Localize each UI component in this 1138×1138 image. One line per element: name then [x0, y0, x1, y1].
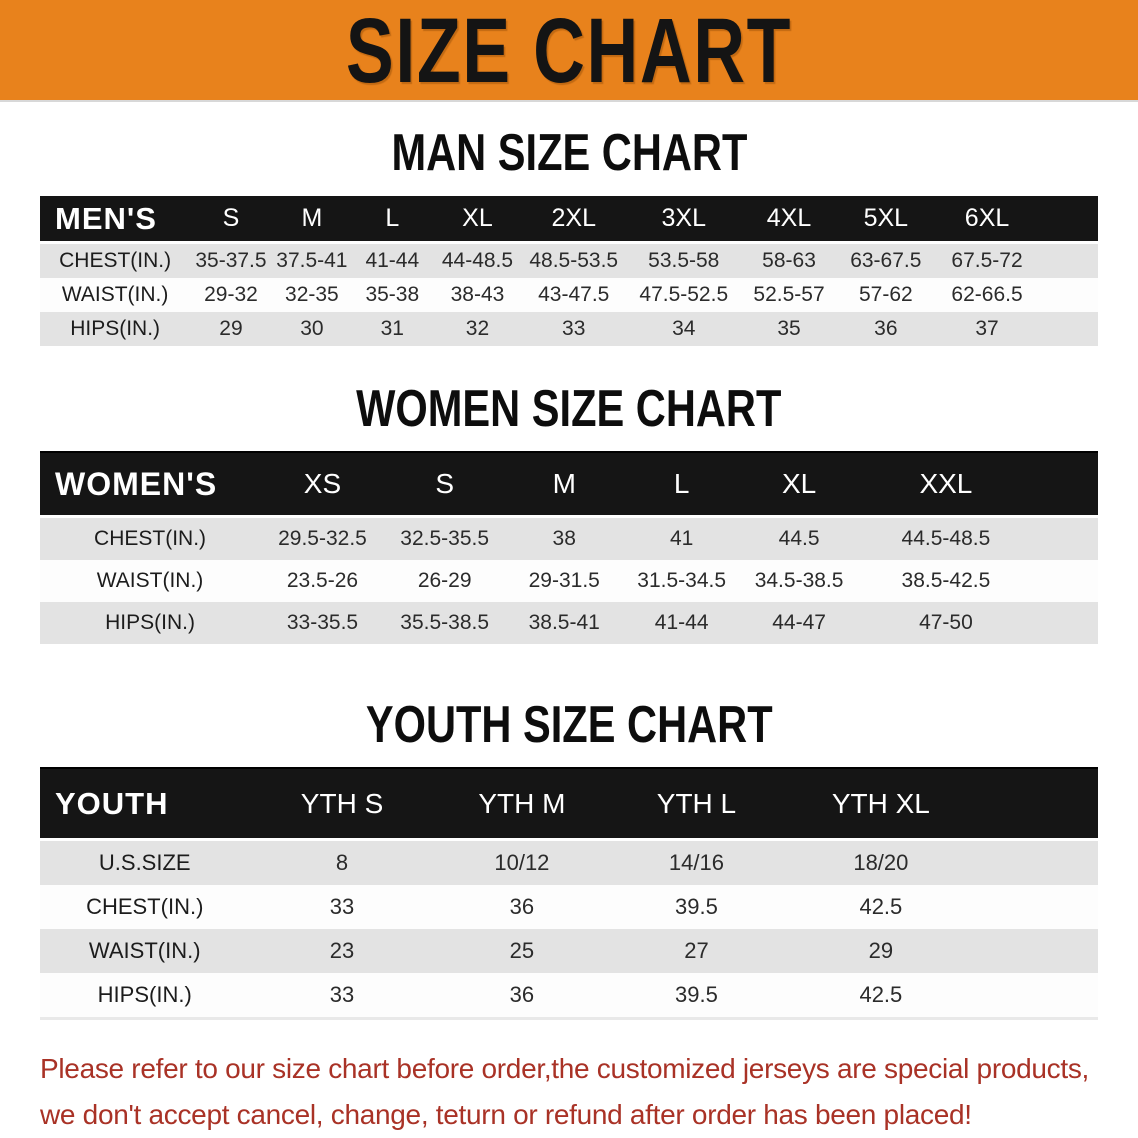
size-value: 41 — [624, 518, 739, 560]
size-value: 32 — [433, 312, 523, 346]
size-value: 62-66.5 — [936, 278, 1098, 312]
disclaimer — [40, 1046, 1118, 1138]
row-label: U.S.SIZE — [40, 841, 249, 885]
size-column-header: 3XL — [625, 196, 742, 244]
size-column-header: YTH S — [249, 767, 434, 841]
size-value: 29-31.5 — [504, 560, 624, 602]
size-column-header: M — [272, 196, 352, 244]
size-value: 58-63 — [742, 244, 835, 278]
men-size-table — [40, 196, 1098, 346]
measurement-row — [40, 312, 1098, 346]
size-column-header: YTH L — [609, 767, 784, 841]
measurement-row — [40, 973, 1098, 1020]
size-value: 10/12 — [435, 841, 610, 885]
size-value: 41-44 — [352, 244, 432, 278]
measurement-row — [40, 244, 1098, 278]
size-value: 35-37.5 — [190, 244, 271, 278]
size-value: 36 — [435, 973, 610, 1020]
row-label: WAIST(IN.) — [40, 278, 190, 312]
size-value: 33-35.5 — [260, 602, 385, 644]
size-value: 33 — [522, 312, 625, 346]
table-group-label: MEN'S — [40, 196, 190, 244]
size-value: 44-48.5 — [433, 244, 523, 278]
size-value: 44.5-48.5 — [859, 518, 1098, 560]
banner-title: SIZE CHART — [345, 0, 793, 102]
size-column-header: L — [624, 451, 739, 518]
size-value: 57-62 — [836, 278, 937, 312]
size-value: 44.5 — [739, 518, 859, 560]
row-label: HIPS(IN.) — [40, 602, 260, 644]
youth-size-table — [40, 767, 1098, 1020]
size-value: 25 — [435, 929, 610, 973]
youth-size-chart-heading: YOUTH SIZE CHART — [365, 696, 773, 754]
size-value: 47.5-52.5 — [625, 278, 742, 312]
size-value: 38.5-41 — [504, 602, 624, 644]
size-value: 36 — [435, 885, 610, 929]
size-value: 14/16 — [609, 841, 784, 885]
size-header-row — [40, 196, 1098, 244]
section-youth — [0, 698, 1138, 1020]
disclaimer-line-1: Please refer to our size chart before order,the customized jerseys are special products, — [40, 1053, 1090, 1084]
size-value: 30 — [272, 312, 352, 346]
man-size-chart-heading: MAN SIZE CHART — [391, 124, 747, 182]
size-value: 39.5 — [609, 973, 784, 1020]
size-value: 32-35 — [272, 278, 352, 312]
size-column-header: 5XL — [836, 196, 937, 244]
measurement-row — [40, 885, 1098, 929]
size-value: 29.5-32.5 — [260, 518, 385, 560]
size-value: 53.5-58 — [625, 244, 742, 278]
size-value: 31.5-34.5 — [624, 560, 739, 602]
women-size-table — [40, 451, 1098, 644]
size-header-row — [40, 451, 1098, 518]
size-value: 29-32 — [190, 278, 271, 312]
size-value: 29 — [784, 929, 1098, 973]
size-value: 35-38 — [352, 278, 432, 312]
row-label: HIPS(IN.) — [40, 973, 249, 1020]
size-value: 37 — [936, 312, 1098, 346]
table-group-label: YOUTH — [40, 767, 249, 841]
size-value: 38.5-42.5 — [859, 560, 1098, 602]
size-value: 29 — [190, 312, 271, 346]
size-column-header: 2XL — [522, 196, 625, 244]
size-value: 38 — [504, 518, 624, 560]
size-value: 67.5-72 — [936, 244, 1098, 278]
measurement-row — [40, 278, 1098, 312]
size-value: 35 — [742, 312, 835, 346]
table-group-label: WOMEN'S — [40, 451, 260, 518]
row-label: CHEST(IN.) — [40, 244, 190, 278]
size-value: 23.5-26 — [260, 560, 385, 602]
size-column-header: XS — [260, 451, 385, 518]
size-value: 27 — [609, 929, 784, 973]
size-value: 36 — [836, 312, 937, 346]
size-column-header: S — [385, 451, 505, 518]
measurement-row — [40, 841, 1098, 885]
size-chart-banner — [0, 0, 1138, 102]
women-size-chart-heading: WOMEN SIZE CHART — [356, 380, 782, 438]
size-column-header: 4XL — [742, 196, 835, 244]
size-value: 26-29 — [385, 560, 505, 602]
size-value: 44-47 — [739, 602, 859, 644]
size-value: 43-47.5 — [522, 278, 625, 312]
size-column-header: YTH M — [435, 767, 610, 841]
size-value: 47-50 — [859, 602, 1098, 644]
size-value: 18/20 — [784, 841, 1098, 885]
section-man — [0, 126, 1138, 346]
size-value: 37.5-41 — [272, 244, 352, 278]
size-value: 33 — [249, 973, 434, 1020]
measurement-row — [40, 602, 1098, 644]
size-value: 33 — [249, 885, 434, 929]
size-column-header: XL — [433, 196, 523, 244]
measurement-row — [40, 560, 1098, 602]
row-label: WAIST(IN.) — [40, 560, 260, 602]
size-value: 34 — [625, 312, 742, 346]
size-column-header: 6XL — [936, 196, 1098, 244]
size-value: 34.5-38.5 — [739, 560, 859, 602]
size-column-header: XL — [739, 451, 859, 518]
measurement-row — [40, 518, 1098, 560]
size-value: 48.5-53.5 — [522, 244, 625, 278]
disclaimer-line-2: we don't accept cancel, change, teturn or refund after order has been placed! — [40, 1099, 972, 1130]
row-label: HIPS(IN.) — [40, 312, 190, 346]
size-value: 32.5-35.5 — [385, 518, 505, 560]
size-value: 39.5 — [609, 885, 784, 929]
row-label: CHEST(IN.) — [40, 885, 249, 929]
size-value: 52.5-57 — [742, 278, 835, 312]
size-column-header: S — [190, 196, 271, 244]
size-value: 42.5 — [784, 973, 1098, 1020]
row-label: WAIST(IN.) — [40, 929, 249, 973]
section-women — [0, 382, 1138, 644]
size-value: 63-67.5 — [836, 244, 937, 278]
size-value: 31 — [352, 312, 432, 346]
size-value: 8 — [249, 841, 434, 885]
size-header-row — [40, 767, 1098, 841]
size-value: 41-44 — [624, 602, 739, 644]
size-column-header: YTH XL — [784, 767, 1098, 841]
measurement-row — [40, 929, 1098, 973]
size-column-header: XXL — [859, 451, 1098, 518]
size-value: 35.5-38.5 — [385, 602, 505, 644]
size-value: 42.5 — [784, 885, 1098, 929]
size-column-header: M — [504, 451, 624, 518]
row-label: CHEST(IN.) — [40, 518, 260, 560]
size-column-header: L — [352, 196, 432, 244]
size-value: 23 — [249, 929, 434, 973]
size-value: 38-43 — [433, 278, 523, 312]
